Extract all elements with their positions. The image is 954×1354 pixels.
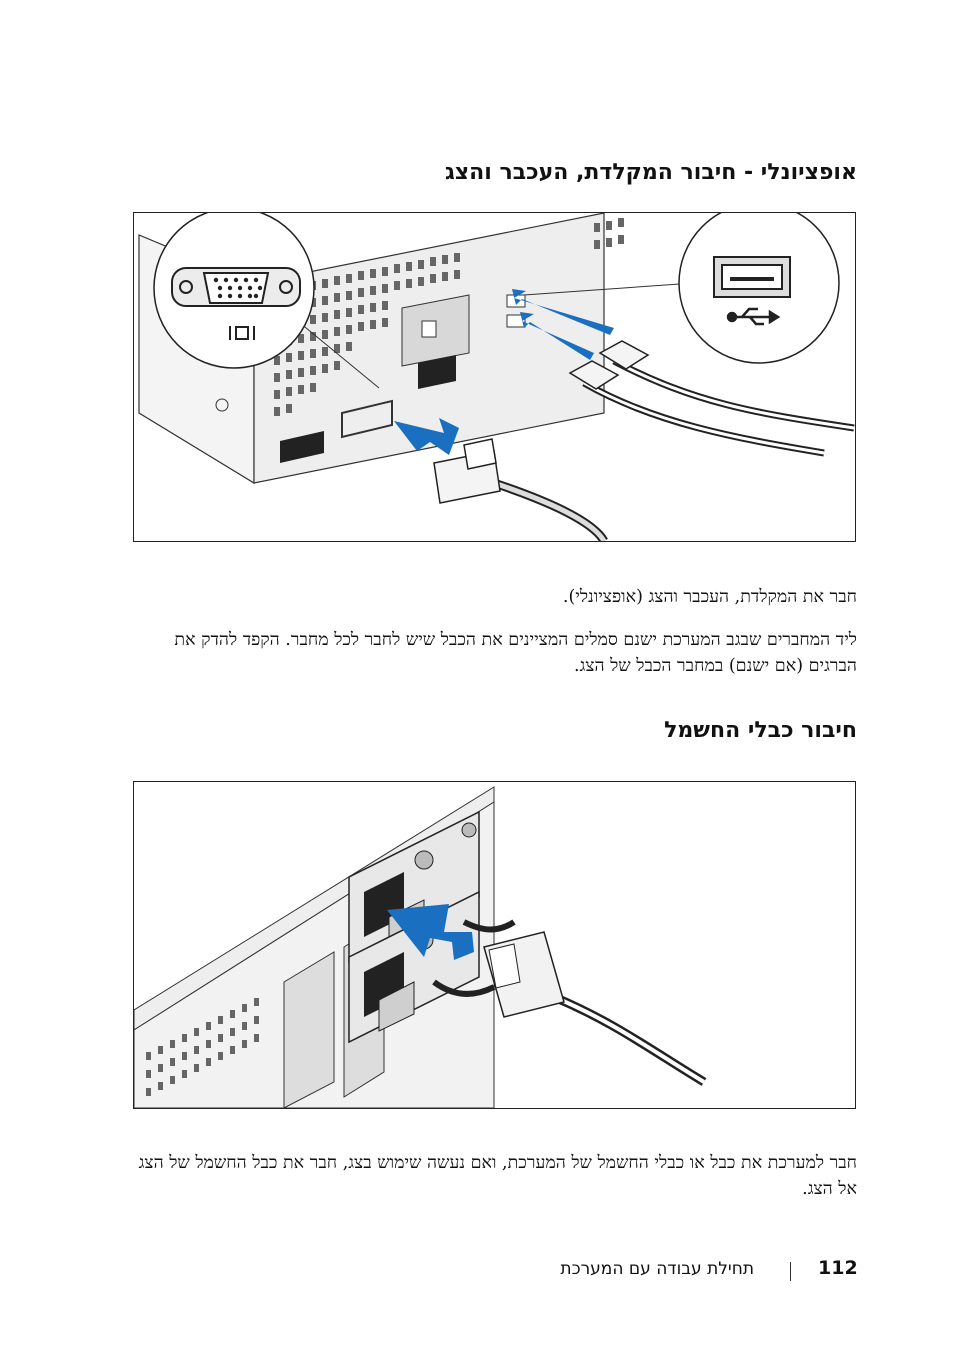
instruction-paragraph: חבר למערכת את כבל או כבלי החשמל של המערכת, ואם נעשה שימוש בצג, חבר את כבל החשמל של הצג אל הצג. [138, 1153, 857, 1199]
usb-cable [570, 341, 854, 453]
section-heading-power: חיבור כבלי החשמל [664, 718, 857, 743]
power-supply-diagram [134, 782, 855, 1108]
page-number: 112 [818, 1257, 858, 1279]
server-rear-io-diagram [134, 213, 855, 541]
instruction-paragraph: ליד המחברים שבגב המערכת ישנם סמלים המציינים את הכבל שיש לחבר לכל מחבר. הקפד להדק את הברגים (אם ישנם) במחבר הכבל של הצג. [174, 630, 857, 676]
power-illustration [133, 781, 856, 1109]
footer-chapter-title: תחילת עבודה עם המערכת [560, 1259, 754, 1279]
vga-cable [434, 439, 604, 541]
peripherals-illustration [133, 212, 856, 542]
section-heading-peripherals: אופציונלי - חיבור המקלדת, העכבר והצג [444, 160, 857, 185]
instruction-paragraph: חבר את המקלדת, העכבר והצג (אופציונלי). [562, 587, 857, 607]
footer-divider [790, 1262, 791, 1281]
